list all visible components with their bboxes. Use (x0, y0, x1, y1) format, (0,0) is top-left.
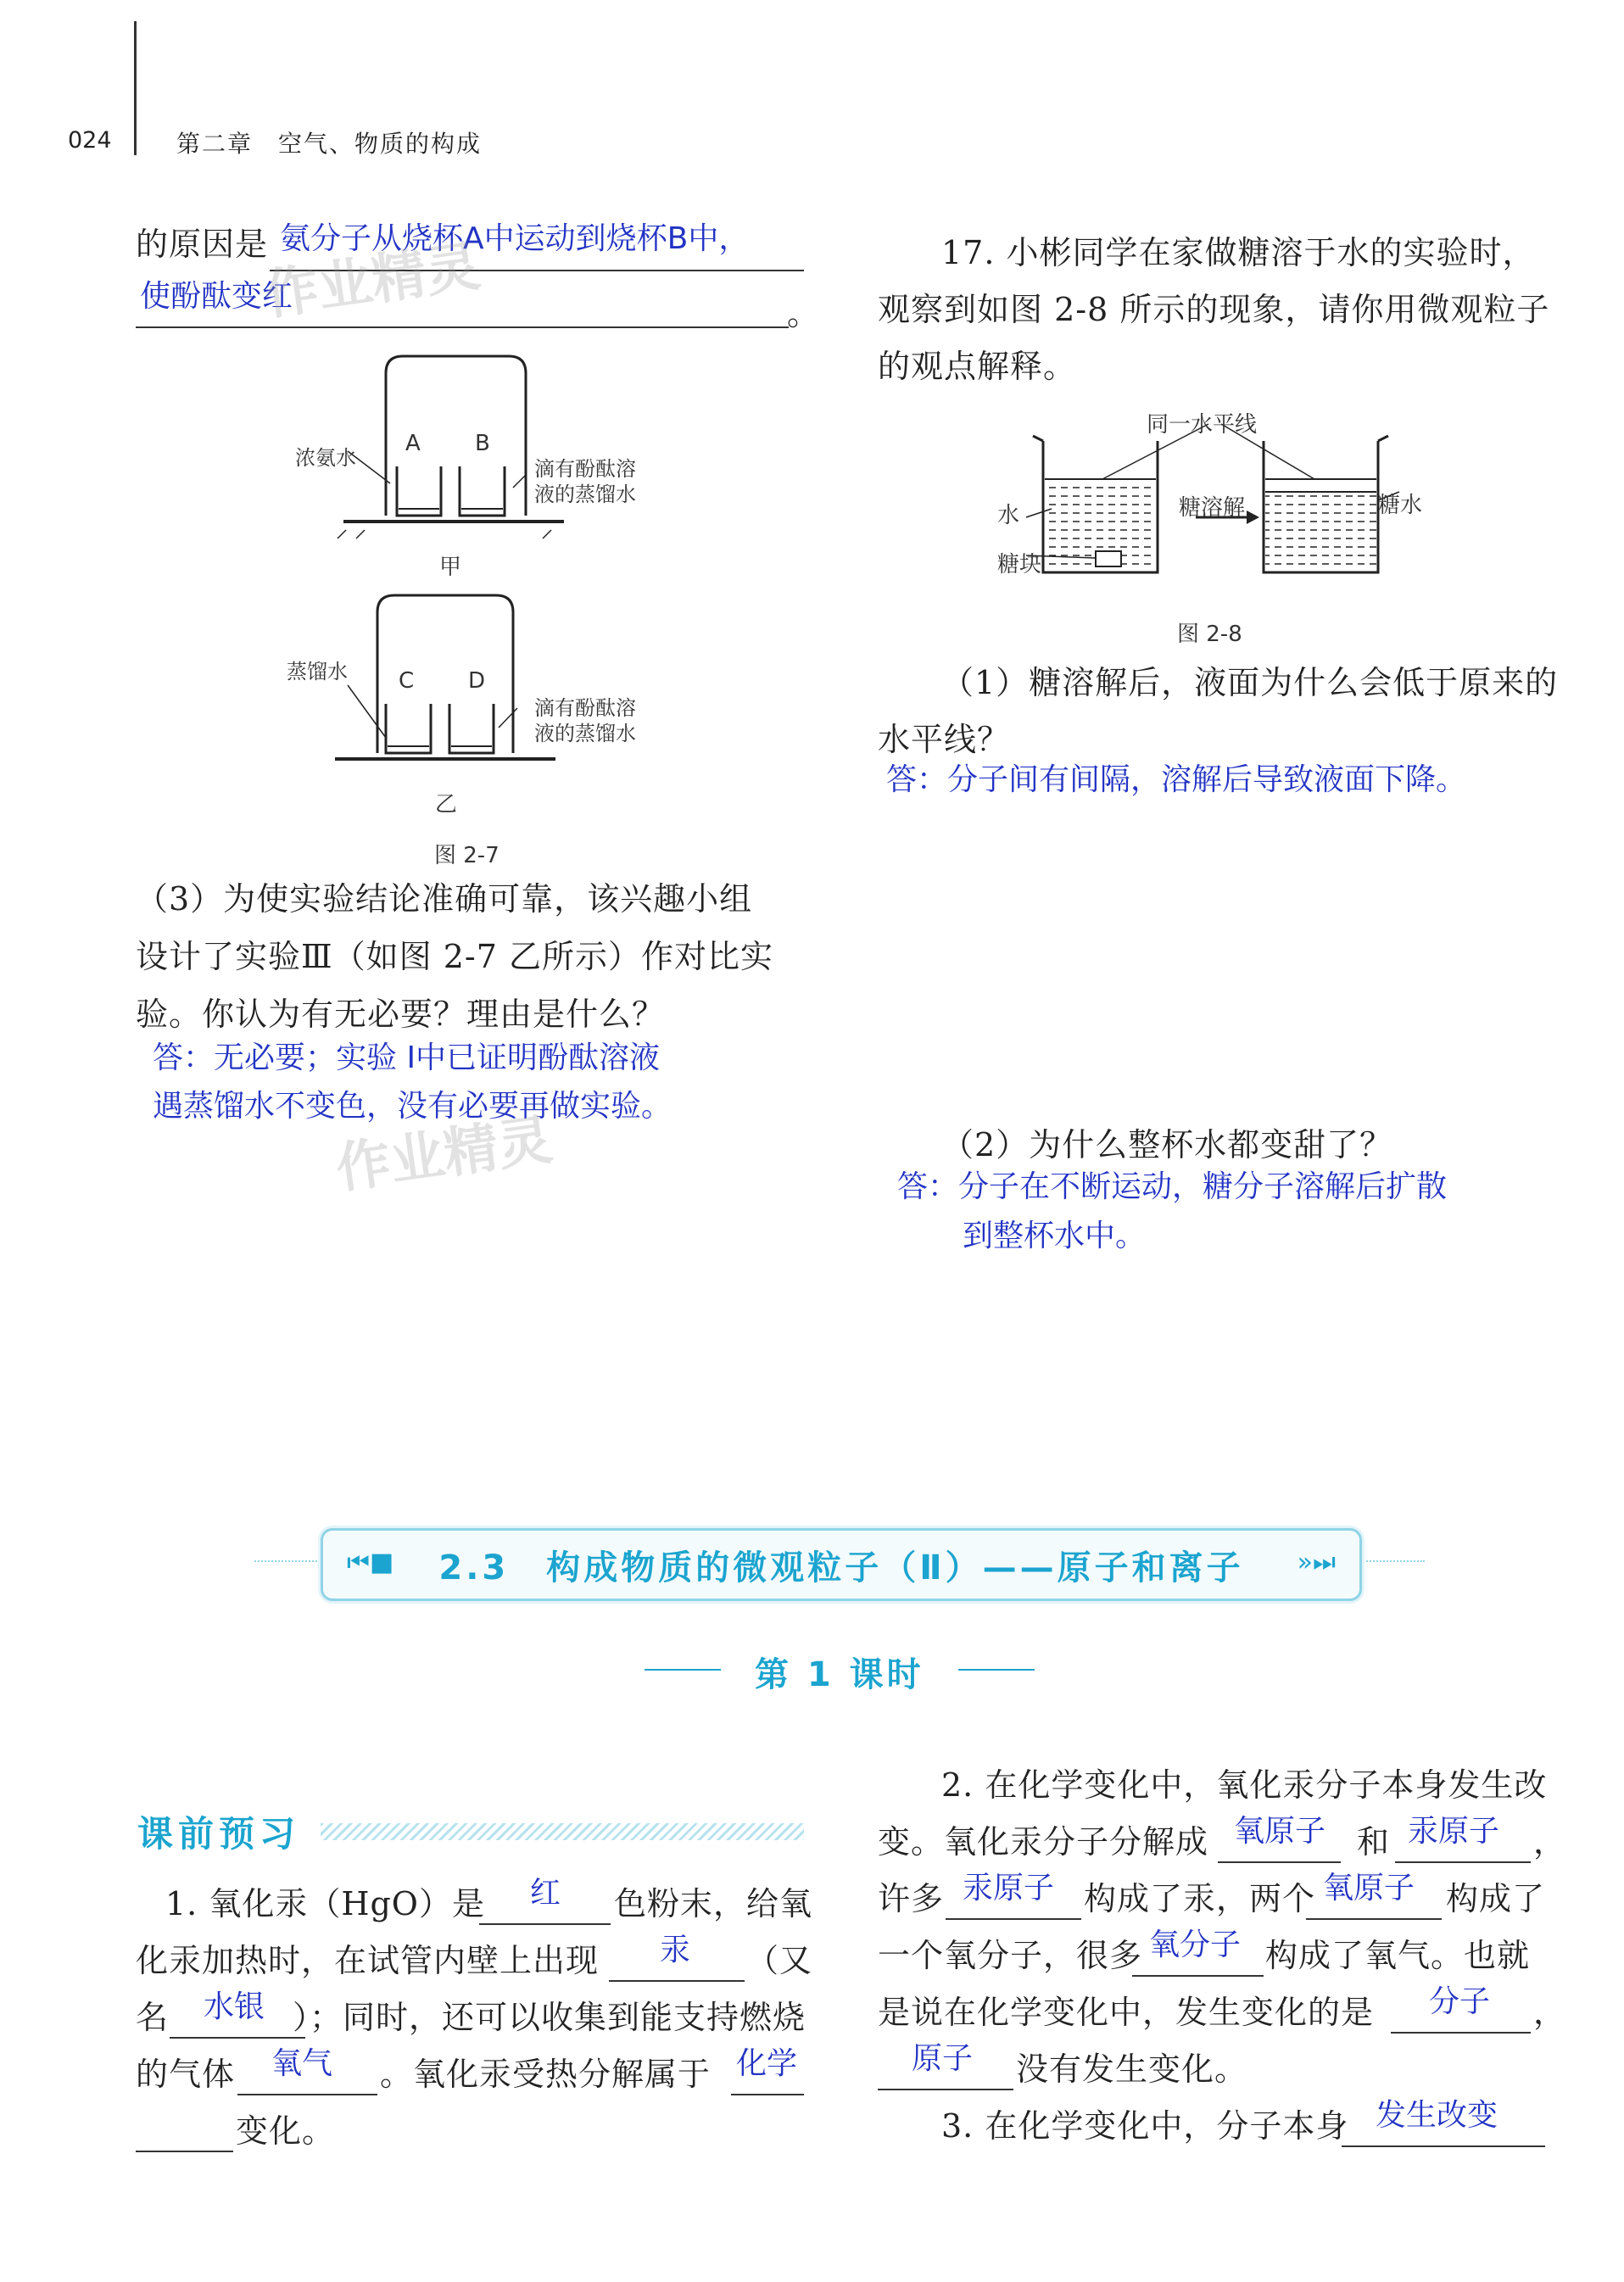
q1-answer-mercury: 汞 (660, 1933, 691, 1967)
q2-l3-mid: 构成了汞，两个 (1084, 1880, 1316, 1917)
beaker-lip (1378, 436, 1388, 441)
q2-answer-mercury-atoms: 汞原子 (963, 1871, 1055, 1905)
label-jia: 甲 (439, 555, 462, 580)
q2-l4-pre: 一个氧分子，很多 (878, 1937, 1143, 1974)
q1-l5-post: 变化。 (236, 2112, 336, 2150)
q1-l3-post: ）；同时，还可以收集到能支持燃烧 (293, 1999, 806, 2036)
lesson-deco-right (958, 1669, 1035, 1671)
label-water: 水 (997, 503, 1020, 528)
q1-l2-pre: 化汞加热时，在试管内壁上出现 (136, 1942, 600, 1979)
blank (609, 1980, 745, 1982)
q2-answer-oxygen-atoms: 氧原子 (1323, 1871, 1415, 1905)
q3-answer-2: 遇蒸馏水不变色，没有必要再做实验。 (153, 1089, 672, 1124)
q2-answer-mercury-atom: 汞原子 (1408, 1814, 1500, 1849)
heading-hatch (321, 1823, 804, 1840)
beaker-lip (1033, 436, 1043, 441)
blank (170, 2037, 305, 2039)
q1-answer-oxygen: 氧气 (271, 2046, 333, 2081)
fig-jia (338, 356, 564, 538)
q2-l3-post: 构成了 (1446, 1880, 1546, 1917)
q2-l2-mid: 和 (1357, 1823, 1391, 1861)
sugar-cube (1096, 551, 1121, 566)
label-distilled-water: 蒸馏水 (287, 660, 348, 683)
q3-answer-1: 答：无必要；实验 I中已证明酚酞溶液 (153, 1041, 661, 1075)
q17-sub2-answer-1: 答：分子在不断运动，糖分子溶解后扩散 (897, 1169, 1448, 1204)
label-phenolphthalein-water: 滴有酚酞溶 (534, 696, 636, 720)
label-phenolphthalein-water: 滴有酚酞溶 (534, 457, 636, 481)
q3-line1: （3）为使实验结论准确可靠，该兴趣小组 (136, 880, 753, 918)
rewind-icon: ⏮■ (347, 1548, 394, 1577)
header-divider (134, 21, 137, 155)
label-c: C (399, 668, 415, 694)
q2-answer-oxygen-molecule: 氧分子 (1149, 1928, 1242, 1962)
q2-l5-post: ， (1533, 1994, 1567, 2031)
q2-answer-molecule: 分子 (1429, 1984, 1491, 2019)
page-number: 024 (68, 127, 112, 153)
figure-2-8-caption: 图 2-8 (1177, 622, 1242, 647)
q3-answer-changes: 发生改变 (1376, 2098, 1498, 2133)
q3-line2: 设计了实验Ⅲ（如图 2-7 乙所示）作对比实 (136, 938, 773, 975)
label-sugar-water: 糖水 (1378, 493, 1423, 518)
q1-l2-post: （又 (746, 1942, 813, 1979)
preview-heading: 课前预习 (137, 1813, 301, 1855)
label-d: D (468, 668, 486, 694)
lesson-title: 第 1 课时 (755, 1655, 924, 1694)
blank (731, 2094, 804, 2095)
banner-deco-left (254, 1560, 321, 1562)
reason-answer-2: 使酚酞变红 (140, 279, 293, 314)
watermark: 作业精灵 (332, 1108, 556, 1202)
blank (136, 2151, 233, 2152)
blank (1391, 2032, 1531, 2034)
q1-answer-red: 红 (530, 1876, 561, 1911)
fast-forward-icon: »⏭ (1297, 1548, 1336, 1577)
period: 。 (787, 295, 821, 332)
figure-2-7 (271, 348, 628, 823)
banner-deco-right (1357, 1560, 1425, 1562)
q2-answer-atom: 原子 (912, 2041, 974, 2076)
blank (946, 1918, 1081, 1920)
blank (1342, 2145, 1545, 2147)
label-concentrated-ammonia: 浓氨水 (295, 446, 356, 470)
label-same-level: 同一水平线 (1147, 412, 1258, 438)
q2-l2-post: ， (1533, 1823, 1567, 1861)
reason-answer-1: 氨分子从烧杯A中运动到烧杯B中， (280, 221, 750, 256)
blank (1306, 1918, 1442, 1920)
q1-answer-quicksilver: 水银 (204, 1989, 265, 2024)
q17-sub2-answer-2: 到整杯水中。 (963, 1219, 1147, 1253)
q17-sub1-line2: 水平线？ (878, 721, 1011, 758)
arrow-head (1247, 511, 1259, 524)
q2-l3-pre: 许多 (878, 1880, 945, 1917)
q2-l2-pre: 变。氧化汞分子分解成 (878, 1823, 1209, 1861)
q1-l4-pre: 的气体 (136, 2056, 236, 2093)
label-a: A (405, 431, 421, 456)
q2-l1: 2. 在化学变化中，氧化汞分子本身发生改 (941, 1766, 1548, 1804)
label-phenolphthalein-water-2: 液的蒸馏水 (534, 722, 636, 745)
sugarwater-fill (1265, 492, 1376, 571)
q1-l1-pre: 1. 氧化汞（HgO）是 (165, 1885, 485, 1922)
blank (878, 2089, 1013, 2090)
watermark: 作业精灵 (260, 235, 484, 328)
q17-line2: 观察到如图 2-8 所示的现象，请你用微观粒子 (878, 291, 1550, 328)
q17-sub1-answer: 答：分子间有间隔，溶解后导致液面下降。 (886, 762, 1467, 797)
answer-line (136, 326, 789, 328)
label-yi: 乙 (435, 792, 458, 817)
q1-l4-mid: 。氧化汞受热分解属于 (380, 2056, 712, 2093)
q1-l3-pre: 名 (136, 1999, 170, 2036)
blank (1395, 1861, 1531, 1863)
q2-answer-oxygen-atom: 氧原子 (1234, 1814, 1326, 1849)
chapter-title: 第二章 空气、物质的构成 (176, 130, 483, 158)
q17-sub1-line1: （1）糖溶解后，液面为什么会低于原来的 (941, 664, 1559, 701)
label-b: B (475, 431, 490, 456)
blank (479, 1923, 611, 1925)
section-title: 2.3 构成物质的微观粒子（Ⅱ）——原子和离子 (438, 1548, 1244, 1587)
q17-line1: 17. 小彬同学在家做糖溶于水的实验时， (941, 234, 1536, 271)
q2-l5-pre: 是说在化学变化中，发生变化的是 (878, 1994, 1375, 2031)
figure-2-7-caption: 图 2-7 (434, 843, 499, 868)
reason-prefix: 的原因是 (136, 226, 269, 263)
q17-sub2-line: （2）为什么整杯水都变甜了？ (941, 1126, 1393, 1163)
q3-line3: 验。你认为有无必要？理由是什么？ (136, 996, 666, 1033)
q2-l4-post: 构成了氧气。也就 (1265, 1937, 1531, 1974)
blank (237, 2094, 377, 2095)
label-phenolphthalein-water-2: 液的蒸馏水 (534, 483, 636, 506)
section-banner (321, 1528, 1362, 1601)
q1-answer-chemical: 化学 (736, 2046, 798, 2081)
q2-l6-post: 没有发生变化。 (1016, 2050, 1248, 2088)
blank (1132, 1975, 1264, 1977)
label-dissolve-arrow: 糖溶解 (1179, 495, 1246, 521)
blank (1218, 1861, 1341, 1863)
q1-l1-post: 色粉末，给氧 (614, 1885, 813, 1922)
lesson-deco-left (645, 1669, 721, 1671)
q17-line3: 的观点解释。 (878, 348, 1077, 385)
fig-yi (335, 595, 555, 759)
q3-pre: 3. 在化学变化中，分子本身 (941, 2107, 1349, 2145)
label-sugar: 糖块 (997, 552, 1042, 577)
